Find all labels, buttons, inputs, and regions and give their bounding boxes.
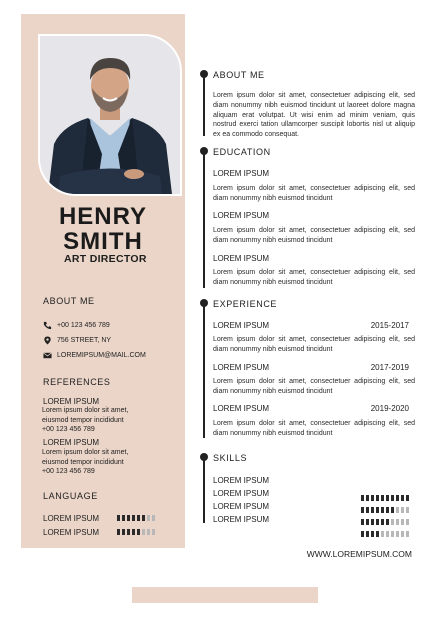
- location-pin-icon: [43, 336, 52, 345]
- level-segment: [122, 529, 125, 535]
- level-segment: [386, 519, 389, 525]
- level-segment: [117, 515, 120, 521]
- level-segment: [396, 507, 399, 513]
- experience-1-title: LOREM IPSUM: [213, 321, 270, 330]
- level-segment: [376, 531, 379, 537]
- level-segment: [366, 519, 369, 525]
- education-2-title: LOREM IPSUM: [213, 211, 270, 220]
- last-name: SMITH: [63, 228, 143, 255]
- about-heading: ABOUT ME: [213, 70, 265, 80]
- level-segment: [391, 519, 394, 525]
- timeline-dot-about: [200, 70, 208, 78]
- envelope-icon: [43, 351, 52, 360]
- reference-1-line1: Lorem ipsum dolor sit amet,: [42, 407, 129, 414]
- level-segment: [132, 529, 135, 535]
- language-1-level: [117, 515, 155, 521]
- level-segment: [381, 507, 384, 513]
- level-segment: [391, 495, 394, 501]
- experience-3-text: Lorem ipsum dolor sit amet, consectetuer adipiscing elit, sed diam nonummy nibh euismod tincidunt: [213, 420, 415, 437]
- skills-heading: SKILLS: [213, 453, 248, 463]
- level-segment: [386, 531, 389, 537]
- level-segment: [152, 515, 155, 521]
- level-segment: [127, 529, 130, 535]
- level-segment: [391, 507, 394, 513]
- level-segment: [396, 519, 399, 525]
- education-2-text: Lorem ipsum dolor sit amet, consectetuer adipiscing elit, sed diam nonummy nibh euismod tincidunt: [213, 227, 415, 244]
- timeline-about: [203, 74, 205, 136]
- references-heading: REFERENCES: [43, 377, 111, 387]
- skill-2-level: [361, 507, 409, 513]
- skill-1-name: LOREM IPSUM: [213, 476, 270, 485]
- education-3-title: LOREM IPSUM: [213, 254, 270, 263]
- timeline-skills: [203, 457, 205, 523]
- level-segment: [406, 531, 409, 537]
- reference-1-line2: eiusmod tempor incididunt: [42, 416, 124, 424]
- level-segment: [361, 507, 364, 513]
- contact-email-text: LOREMIPSUM@MAIL.COM: [57, 352, 146, 359]
- language-2-name: LOREM IPSUM: [43, 528, 100, 537]
- level-segment: [366, 495, 369, 501]
- level-segment: [142, 515, 145, 521]
- education-3-text: Lorem ipsum dolor sit amet, consectetuer adipiscing elit, sed diam nonummy nibh euismod tincidunt: [213, 269, 415, 286]
- level-segment: [376, 507, 379, 513]
- experience-1-text: Lorem ipsum dolor sit amet, consectetuer adipiscing elit, sed diam nonummy nibh euismod tincidunt: [213, 336, 415, 353]
- timeline-dot-experience: [200, 299, 208, 307]
- level-segment: [381, 519, 384, 525]
- level-segment: [117, 529, 120, 535]
- level-segment: [127, 515, 130, 521]
- first-name: HENRY: [58, 203, 148, 230]
- timeline-dot-education: [200, 147, 208, 155]
- level-segment: [381, 495, 384, 501]
- profile-photo: [38, 34, 182, 196]
- level-segment: [371, 507, 374, 513]
- level-segment: [371, 519, 374, 525]
- sidebar-about-heading: ABOUT ME: [43, 296, 95, 306]
- skill-3-name: LOREM IPSUM: [213, 502, 270, 511]
- reference-2-phone: +00 123 456 789: [42, 468, 95, 475]
- language-heading: LANGUAGE: [43, 491, 98, 501]
- education-1-title: LOREM IPSUM: [213, 169, 270, 178]
- timeline-education: [203, 151, 205, 288]
- portrait-illustration: [40, 36, 180, 194]
- timeline-dot-skills: [200, 453, 208, 461]
- level-segment: [361, 531, 364, 537]
- level-segment: [386, 495, 389, 501]
- level-segment: [152, 529, 155, 535]
- level-segment: [396, 531, 399, 537]
- experience-2-title: LOREM IPSUM: [213, 363, 270, 372]
- skill-1-level: [361, 495, 409, 501]
- level-segment: [142, 529, 145, 535]
- level-segment: [366, 507, 369, 513]
- contact-email: [43, 351, 146, 360]
- level-segment: [371, 531, 374, 537]
- experience-2-years: 2017-2019: [370, 363, 409, 372]
- website-link[interactable]: WWW.LOREMIPSUM.COM: [306, 549, 412, 559]
- experience-3-years: 2019-2020: [370, 404, 409, 413]
- level-segment: [137, 515, 140, 521]
- level-segment: [386, 507, 389, 513]
- footer-accent-bar: [132, 587, 318, 603]
- education-heading: EDUCATION: [213, 147, 271, 157]
- reference-1-details: [42, 406, 177, 435]
- phone-icon: [43, 321, 52, 330]
- level-segment: [366, 531, 369, 537]
- level-segment: [401, 507, 404, 513]
- language-2-level: [117, 529, 155, 535]
- reference-2-name: LOREM IPSUM: [43, 438, 100, 447]
- level-segment: [406, 495, 409, 501]
- level-segment: [406, 507, 409, 513]
- job-title: ART DIRECTOR: [64, 253, 147, 265]
- contact-address: [43, 336, 111, 345]
- education-1-text: Lorem ipsum dolor sit amet, consectetuer adipiscing elit, sed diam nonummy nibh euismod tincidunt: [213, 185, 415, 202]
- level-segment: [396, 495, 399, 501]
- reference-2-details: [42, 448, 177, 477]
- skill-3-level: [361, 519, 409, 525]
- level-segment: [391, 531, 394, 537]
- experience-3-title: LOREM IPSUM: [213, 404, 270, 413]
- timeline-experience: [203, 303, 205, 438]
- experience-1-years: 2015-2017: [370, 321, 409, 330]
- level-segment: [147, 515, 150, 521]
- reference-2-line1: Lorem ipsum dolor sit amet,: [42, 449, 129, 456]
- level-segment: [132, 515, 135, 521]
- contact-address-text: 756 STREET, NY: [57, 337, 112, 344]
- level-segment: [401, 531, 404, 537]
- level-segment: [361, 519, 364, 525]
- level-segment: [376, 495, 379, 501]
- level-segment: [381, 531, 384, 537]
- level-segment: [122, 515, 125, 521]
- skill-4-name: LOREM IPSUM: [213, 515, 270, 524]
- contact-phone-text: +00 123 456 789: [57, 322, 110, 329]
- level-segment: [361, 495, 364, 501]
- level-segment: [376, 519, 379, 525]
- level-segment: [401, 495, 404, 501]
- experience-heading: EXPERIENCE: [213, 299, 278, 309]
- experience-2-text: Lorem ipsum dolor sit amet, consectetuer adipiscing elit, sed diam nonummy nibh euismod tincidunt: [213, 378, 415, 395]
- reference-1-name: LOREM IPSUM: [43, 397, 100, 406]
- level-segment: [137, 529, 140, 535]
- reference-1-phone: +00 123 456 789: [42, 426, 95, 433]
- reference-2-line2: eiusmod tempor incididunt: [42, 458, 124, 466]
- level-segment: [371, 495, 374, 501]
- about-text: Lorem ipsum dolor sit amet, consectetuer adipiscing elit, sed diam nonummy nibh euismod tincidunt ut laoreet dolore magna aliquam erat volutpat. Ut wisi enim ad minim veniam, quis nostrud exerci tation ullamcorper suscipit lobortis nisl ut aliquip ex ea commodo consequat.: [213, 92, 415, 139]
- level-segment: [406, 519, 409, 525]
- skill-4-level: [361, 531, 409, 537]
- level-segment: [147, 529, 150, 535]
- language-1-name: LOREM IPSUM: [43, 514, 100, 523]
- skill-2-name: LOREM IPSUM: [213, 489, 270, 498]
- level-segment: [401, 519, 404, 525]
- contact-phone: [43, 321, 110, 330]
